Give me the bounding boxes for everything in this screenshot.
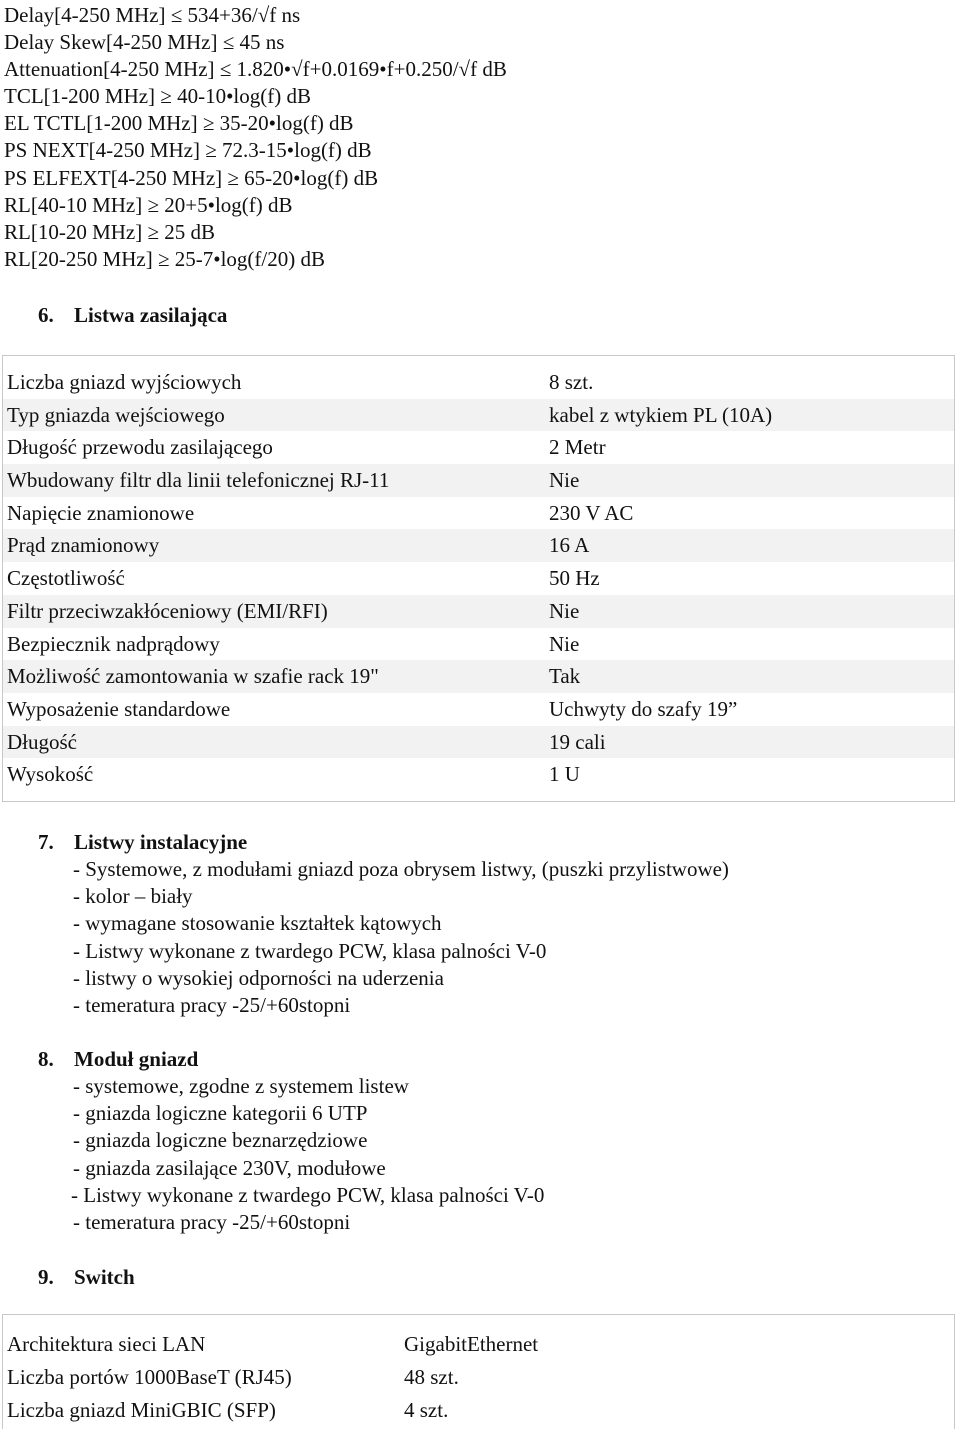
row-label: Bezpiecznik nadprądowy <box>7 631 220 656</box>
row-label: Filtr przeciwzakłóceniowy (EMI/RFI) <box>7 598 328 623</box>
table-row <box>3 1361 954 1394</box>
table-row <box>3 366 954 399</box>
cable-spec-lines <box>4 2 507 273</box>
row-label: Prąd znamionowy <box>7 533 160 558</box>
list-item: - temeratura pracy -25/+60stopni <box>73 992 351 1017</box>
row-value: kabel z wtykiem PL (10A) <box>549 402 773 427</box>
list-item: - listwy o wysokiej odporności na uderzenia <box>73 965 444 990</box>
row-label: Napięcie znamionowe <box>7 500 195 525</box>
table-row <box>3 628 954 661</box>
section-7-heading <box>38 829 247 855</box>
row-label: Liczba gniazd wyjściowych <box>7 370 242 394</box>
row-label: Długość przewodu zasilającego <box>7 435 273 460</box>
row-value: Nie <box>549 468 580 493</box>
row-value: 1 U <box>549 762 580 787</box>
table-row <box>3 1394 954 1427</box>
list-item: - kolor – biały <box>73 884 193 909</box>
table-row <box>3 529 954 562</box>
table-row <box>3 562 954 595</box>
row-value: 50 Hz <box>549 566 600 591</box>
spec-line: Attenuation[4-250 MHz] ≤ 1.820•√f+0.0169•f+0.250/√f dB <box>4 57 507 82</box>
section-title: Listwy instalacyjne <box>74 830 248 854</box>
row-value: Nie <box>549 598 580 623</box>
spec-line: Delay Skew[4-250 MHz] ≤ 45 ns <box>4 30 285 55</box>
row-value: Uchwyty do szafy 19” <box>549 696 738 721</box>
section-8-list <box>73 1073 544 1236</box>
row-value: 8 szt. <box>549 370 594 394</box>
section-8-heading <box>38 1046 198 1072</box>
switch-spec-table <box>2 1314 955 1429</box>
row-label: Długość <box>7 729 77 754</box>
row-value: 16 A <box>549 533 590 558</box>
section-9-heading <box>38 1264 135 1290</box>
row-value: 230 V AC <box>549 500 634 525</box>
row-value: 2 Metr <box>549 435 606 460</box>
spec-line: Delay[4-250 MHz] ≤ 534+36/√f ns <box>4 3 301 27</box>
power-strip-spec-table <box>2 355 955 802</box>
row-label: Wbudowany filtr dla linii telefonicznej RJ-11 <box>7 468 390 493</box>
row-label: Architektura sieci LAN <box>7 1332 206 1356</box>
section-title: Switch <box>74 1265 135 1289</box>
section-number: 6. <box>38 303 54 327</box>
table-row <box>3 726 954 759</box>
spec-line: EL TCTL[1-200 MHz] ≥ 35-20•log(f) dB <box>4 111 354 136</box>
list-item: - Listwy wykonane z twardego PCW, klasa palności V-0 <box>73 938 547 963</box>
list-item: - Systemowe, z modułami gniazd poza obrysem listwy, (puszki przylistwowe) <box>73 857 729 881</box>
table-row <box>3 595 954 628</box>
table-row <box>3 431 954 464</box>
row-value: Nie <box>549 631 580 656</box>
spec-line: RL[20-250 MHz] ≥ 25-7•log(f/20) dB <box>4 246 325 271</box>
spec-line: RL[10-20 MHz] ≥ 25 dB <box>4 219 216 244</box>
section-number: 8. <box>38 1047 54 1071</box>
table-row <box>3 497 954 530</box>
table-row <box>3 660 954 693</box>
row-label: Możliwość zamontowania w szafie rack 19" <box>7 664 379 689</box>
list-item: - systemowe, zgodne z systemem listew <box>73 1074 409 1098</box>
list-item: - gniazda zasilające 230V, modułowe <box>73 1155 386 1180</box>
list-item: - temeratura pracy -25/+60stopni <box>73 1209 351 1234</box>
row-label: Typ gniazda wejściowego <box>7 402 225 427</box>
row-value: 4 szt. <box>404 1398 449 1422</box>
row-label: Liczba gniazd MiniGBIC (SFP) <box>7 1398 276 1422</box>
spec-line: RL[40-10 MHz] ≥ 20+5•log(f) dB <box>4 192 293 217</box>
section-title: Listwa zasilająca <box>74 303 228 327</box>
table-row <box>3 1328 954 1361</box>
list-item: - gniazda logiczne beznarzędziowe <box>73 1128 368 1153</box>
row-value: GigabitEthernet <box>404 1332 539 1356</box>
row-label: Liczba portów 1000BaseT (RJ45) <box>7 1365 292 1389</box>
row-value: 48 szt. <box>404 1365 459 1389</box>
list-item: - gniazda logiczne kategorii 6 UTP <box>73 1101 368 1126</box>
row-label: Wyposażenie standardowe <box>7 696 231 721</box>
row-label: Częstotliwość <box>7 566 125 591</box>
spec-line: TCL[1-200 MHz] ≥ 40-10•log(f) dB <box>4 84 311 109</box>
table-row <box>3 693 954 726</box>
table-row <box>3 399 954 432</box>
row-value: 19 cali <box>549 729 606 754</box>
section-number: 7. <box>38 830 54 854</box>
section-7-list <box>73 856 729 1019</box>
spec-line: PS ELFEXT[4-250 MHz] ≥ 65-20•log(f) dB <box>4 165 379 190</box>
section-6-heading <box>38 302 227 328</box>
list-item: - wymagane stosowanie kształtek kątowych <box>73 911 442 936</box>
row-label: Wysokość <box>7 762 94 787</box>
row-value: Tak <box>549 664 581 689</box>
spec-line: PS NEXT[4-250 MHz] ≥ 72.3-15•log(f) dB <box>4 138 372 163</box>
section-title: Moduł gniazd <box>74 1047 199 1071</box>
list-item: - Listwy wykonane z twardego PCW, klasa palności V-0 <box>71 1182 545 1207</box>
section-number: 9. <box>38 1265 54 1289</box>
table-row <box>3 758 954 791</box>
table-row <box>3 464 954 497</box>
